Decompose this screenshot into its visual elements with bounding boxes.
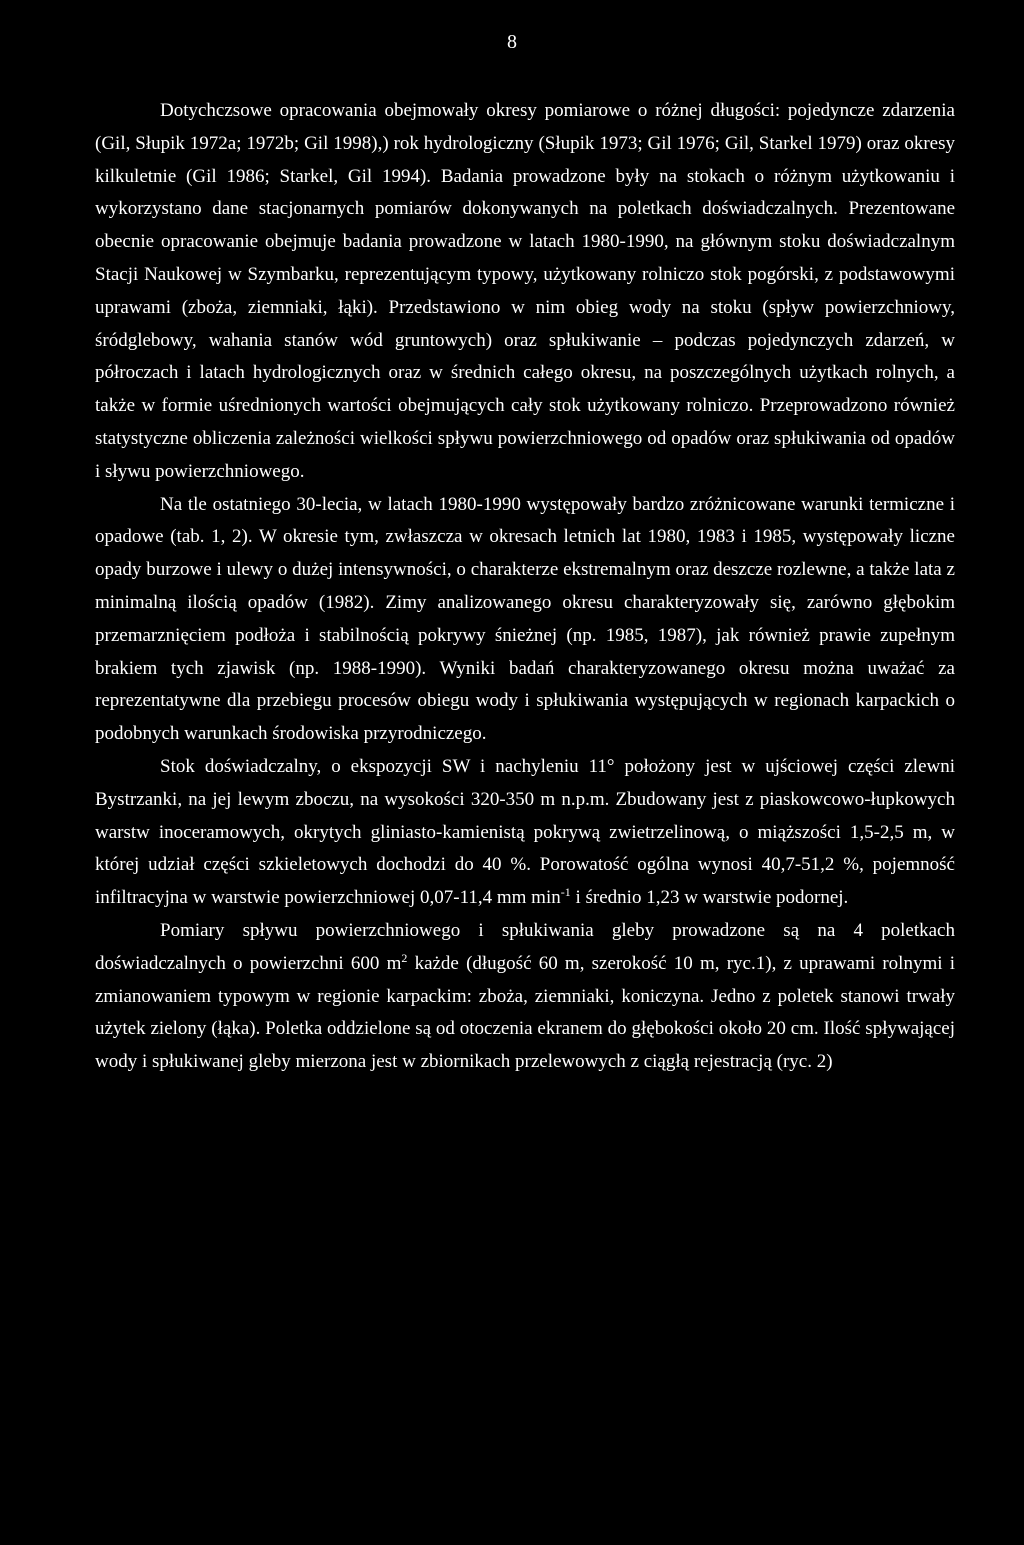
- body-text: [95, 95, 955, 1079]
- paragraph-4: [95, 915, 955, 1079]
- page-number: 8: [507, 31, 517, 53]
- paragraph-3: [95, 751, 955, 915]
- paragraph-3-text-before-superscript: Stok doświadczalny, o ekspozycji SW i nachyleniu 11° położony jest w ujściowej części zlewni Bystrzanki, na jej lewym zboczu, na wysokości 320-350 m n.p.m. Zbudowany jest z piaskowcowo-łupkowych warstw inoceramowych, okrytych gliniasto-kamienistą pokrywą zwietrzelinową, o miąższości 1,5-2,5 m, w której udział części szkieletowych dochodzi do 40 %. Porowatość ogólna wynosi 40,7-51,2 %, pojemność infiltracyjna w warstwie powierzchniowej 0,07-11,4 mm min: [95, 755, 955, 909]
- paragraph-3-text-after-superscript: i średnio 1,23 w warstwie podornej.: [570, 887, 849, 909]
- paragraph-4-text-after-superscript: każde (długość 60 m, szerokość 10 m, ryc.1), z uprawami rolnymi i zmianowaniem typowym w regionie karpackim: zboża, ziemniaki, koniczyna. Jedno z poletek stanowi trwały użytek zielony (łąka). Poletka oddzielone są od otoczenia ekranem do głębokości około 20 cm. Ilość spływającej wody i spłukiwanej gleby mierzona jest w zbiornikach przelewowych z ciągłą rejestracją (ryc. 2): [95, 952, 955, 1073]
- paragraph-4-text-before-superscript: Pomiary spływu powierzchniowego i spłukiwania gleby prowadzone są na 4 poletkach doświadczalnych o powierzchni 600 m: [95, 919, 955, 974]
- paragraph-1: Dotychczsowe opracowania obejmowały okresy pomiarowe o różnej długości: pojedyncze zdarzenia (Gil, Słupik 1972a; 1972b; Gil 1998),) rok hydrologiczny (Słupik 1973; Gil 1976; Gil, Starkel 1979) oraz okresy kilkuletnie (Gil 1986; Starkel, Gil 1994). Badania prowadzone były na stokach o różnym użytkowaniu i wykorzystano dane stacjonarnych pomiarów dokonywanych na poletkach doświadczalnych. Prezentowane obecnie opracowanie obejmuje badania prowadzone w latach 1980-1990, na głównym stoku doświadczalnym Stacji Naukowej w Szymbarku, reprezentującym typowy, użytkowany rolniczo stok pogórski, z podstawowymi uprawami (zboża, ziemniaki, łąki). Przedstawiono w nim obieg wody na stoku (spływ powierzchniowy, śródglebowy, wahania stanów wód gruntowych) oraz spłukiwanie – podczas pojedynczych zdarzeń, w półroczach i latach hydrologicznych oraz w średnich całego okresu, na poszczególnych użytkach rolnych, a także w formie uśrednionych wartości obejmujących cały stok użytkowany rolniczo. Przeprowadzono również statystyczne obliczenia zależności wielkości spływu powierzchniowego od opadów oraz spłukiwania od opadów i sływu powierzchniowego.: [95, 100, 955, 482]
- superscript-exponent: 2: [401, 950, 408, 965]
- superscript-exponent: -1: [560, 885, 571, 900]
- paragraph-2: Na tle ostatniego 30-lecia, w latach 1980-1990 występowały bardzo zróżnicowane warunki termiczne i opadowe (tab. 1, 2). W okresie tym, zwłaszcza w okresach letnich lat 1980, 1983 i 1985, występowały liczne opady burzowe i ulewy o dużej intensywności, o charakterze ekstremalnym oraz deszcze rozlewne, a także lata z minimalną ilością opadów (1982). Zimy analizowanego okresu charakteryzowały się, zarówno głębokim przemarznięciem podłoża i stabilnością pokrywy śnieżnej (np. 1985, 1987), jak również prawie zupełnym brakiem tych zjawisk (np. 1988-1990). Wyniki badań charakteryzowanego okresu można uważać za reprezentatywne dla przebiegu procesów obiegu wody i spłukiwania występujących w regionach karpackich o podobnych warunkach środowiska przyrodniczego.: [95, 493, 955, 745]
